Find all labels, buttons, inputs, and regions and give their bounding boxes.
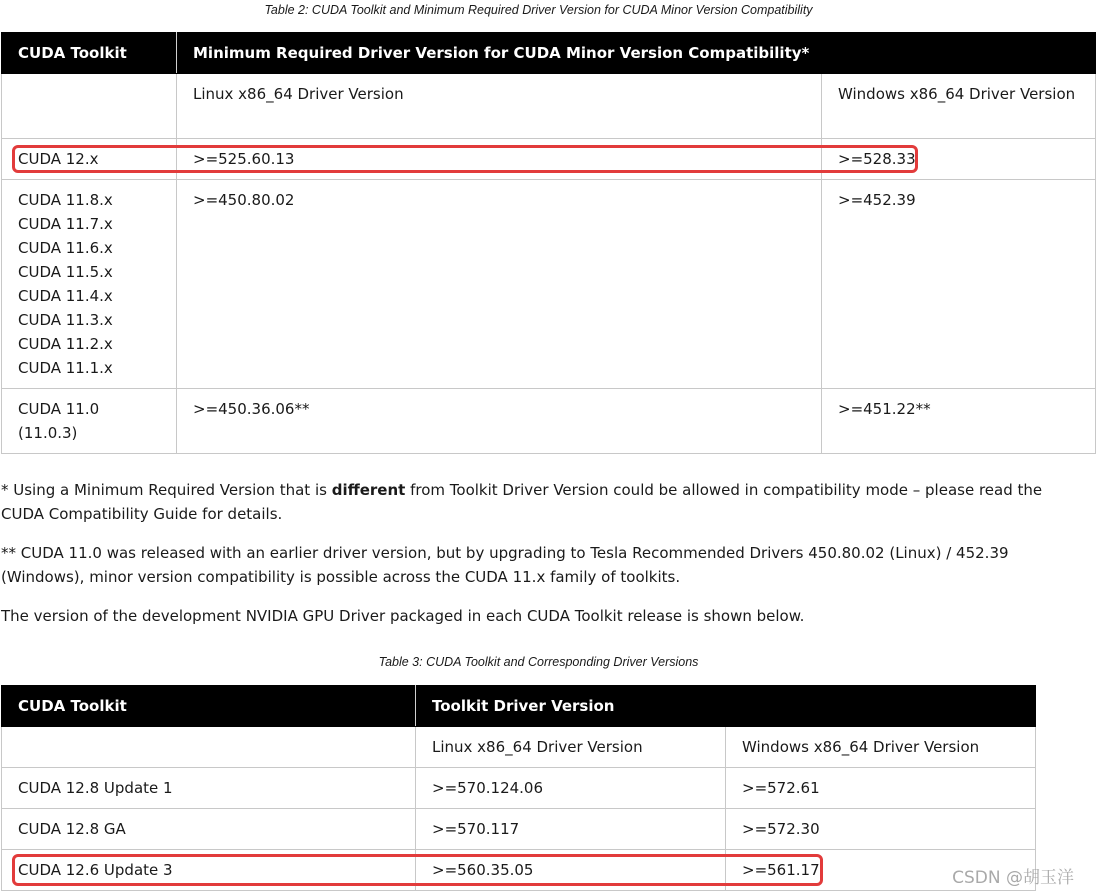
table3-subheader-linux: Linux x86_64 Driver Version [416, 727, 726, 768]
table2-header-row [2, 33, 1096, 74]
table3-row3-linux: >=560.35.05 [416, 850, 726, 891]
toolkit-version: CUDA 11.7.x [18, 215, 113, 233]
table2-header-toolkit: CUDA Toolkit [2, 33, 177, 74]
toolkit-version: CUDA 11.3.x [18, 311, 113, 329]
intro-paragraph-text: The version of the development NVIDIA GPU Driver packaged in each CUDA Toolkit release is shown below. [1, 607, 805, 625]
watermark: CSDN @胡玉洋 [952, 868, 1074, 888]
table3-row1-linux: >=570.124.06 [416, 768, 726, 809]
table3-row1-windows: >=572.61 [726, 768, 1036, 809]
table-row [2, 389, 1096, 454]
footnote-1-text: * Using a Minimum Required Version that is [1, 481, 332, 499]
table2-row1-linux: >=525.60.13 [177, 139, 822, 180]
intro-paragraph [1, 604, 1081, 628]
table3-subheader-empty [2, 727, 416, 768]
table2-row3-windows: >=451.22** [822, 389, 1096, 454]
footnote-1 [1, 478, 1081, 526]
table3-row3-toolkit: CUDA 12.6 Update 3 [2, 850, 416, 891]
toolkit-version: CUDA 11.4.x [18, 287, 113, 305]
table3-header-driver: Toolkit Driver Version [416, 686, 1036, 727]
toolkit-version: (11.0.3) [18, 424, 78, 442]
table-row [2, 809, 1036, 850]
toolkit-version: CUDA 11.5.x [18, 263, 113, 281]
table3-row2-linux: >=570.117 [416, 809, 726, 850]
toolkit-version: CUDA 11.6.x [18, 239, 113, 257]
table-row [2, 850, 1036, 891]
table3-header-row [2, 686, 1036, 727]
table2-subheader-empty [2, 74, 177, 139]
table3-header-toolkit: CUDA Toolkit [2, 686, 416, 727]
table3-caption: Table 3: CUDA Toolkit and Corresponding Driver Versions [378, 655, 699, 669]
table3 [1, 685, 1036, 891]
table2-caption: Table 2: CUDA Toolkit and Minimum Required Driver Version for CUDA Minor Version Compatibility [264, 3, 813, 17]
toolkit-version: CUDA 11.0 [18, 400, 100, 418]
table2-subheader-row [2, 74, 1096, 139]
table2-row3-linux: >=450.36.06** [177, 389, 822, 454]
table3-subheader-row [2, 727, 1036, 768]
table2-row2-windows: >=452.39 [822, 180, 1096, 389]
footnote-1-bold: different [331, 481, 406, 499]
table2-header-min-driver: Minimum Required Driver Version for CUDA Minor Version Compatibility* [177, 33, 1096, 74]
footnote-2-text: ** CUDA 11.0 was released with an earlier driver version, but by upgrading to Tesla Recommended Drivers 450.80.02 (Linux) / 452.39 (Windows), minor version compatibility is possible across the CUDA 11.x family of toolkits. [1, 544, 1009, 586]
table3-subheader-windows: Windows x86_64 Driver Version [726, 727, 1036, 768]
table2-row3-toolkit [2, 389, 177, 454]
table-row [2, 139, 1096, 180]
table-row [2, 180, 1096, 389]
table2-subheader-linux: Linux x86_64 Driver Version [177, 74, 822, 139]
toolkit-version: CUDA 11.2.x [18, 335, 113, 353]
table3-row2-toolkit: CUDA 12.8 GA [2, 809, 416, 850]
toolkit-version: CUDA 11.1.x [18, 359, 113, 377]
footnote-1-text-end: from Toolkit Driver Version could be allowed in compatibility mode – please read the CUDA Compatibility Guide for details. [1, 481, 1043, 523]
table3-row3-windows: >=561.17 [726, 850, 1036, 891]
toolkit-version: CUDA 11.8.x [18, 191, 113, 209]
table3-row1-toolkit: CUDA 12.8 Update 1 [2, 768, 416, 809]
table2-row2-linux: >=450.80.02 [177, 180, 822, 389]
table2-row1-windows: >=528.33 [822, 139, 1096, 180]
table2-row2-toolkit [2, 180, 177, 389]
toolkit-version: CUDA 12.x [18, 150, 99, 168]
table2-subheader-windows: Windows x86_64 Driver Version [822, 74, 1096, 139]
table2 [1, 32, 1096, 454]
table3-row2-windows: >=572.30 [726, 809, 1036, 850]
table2-row1-toolkit [2, 139, 177, 180]
footnote-2 [1, 541, 1081, 589]
table-row [2, 768, 1036, 809]
